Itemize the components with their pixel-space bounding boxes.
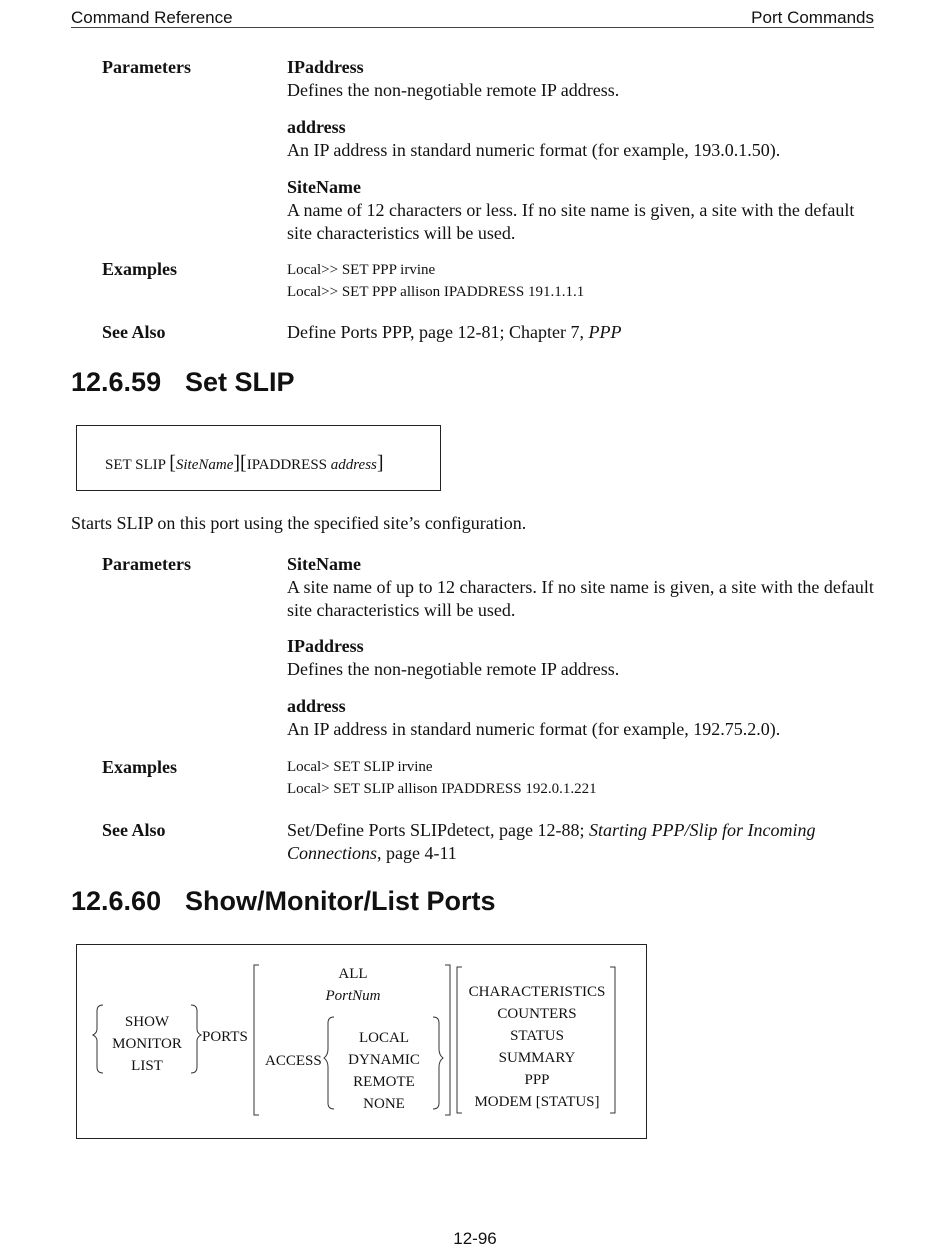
examples-label: Examples — [102, 757, 178, 777]
syntax-box-show-ports — [76, 944, 647, 1139]
param-term: address — [287, 696, 346, 716]
ppp-param-ipaddress — [287, 56, 877, 102]
running-header-right: Port Commands — [751, 8, 874, 27]
syntax-address: address — [330, 457, 377, 473]
see-also-label: See Also — [102, 322, 166, 342]
section-title: Set SLIP — [185, 367, 295, 397]
syntax-verb: LIST — [131, 1058, 163, 1074]
syntax-verb: SHOW — [124, 1014, 170, 1030]
param-term: SiteName — [287, 177, 361, 197]
syntax-access-option: REMOTE — [353, 1074, 415, 1090]
slip-param-sitename — [287, 553, 877, 622]
syntax-command: SET SLIP — [105, 457, 166, 473]
syntax-access-options — [335, 1027, 433, 1115]
syntax-option: PPP — [524, 1072, 550, 1088]
syntax-all: ALL — [338, 966, 368, 982]
examples-block — [287, 756, 597, 800]
example-line: Local>> SET PPP allison IPADDRESS 191.1.1.1 — [287, 284, 585, 300]
see-also-link: Starting PPP/Slip for Incoming Connections — [287, 820, 816, 863]
param-desc: Defines the non-negotiable remote IP address. — [287, 80, 620, 100]
syntax-access-keyword: ACCESS — [265, 1053, 322, 1069]
param-term: IPaddress — [287, 636, 364, 656]
see-also-text — [287, 321, 877, 344]
param-term: address — [287, 117, 346, 137]
syntax-sitename: SiteName — [175, 457, 234, 473]
running-header-left: Command Reference — [71, 8, 233, 27]
syntax-verbs — [99, 1011, 195, 1077]
param-desc: A site name of up to 12 characters. If no site name is given, a site with the default site characteristics will be used. — [287, 577, 874, 620]
syntax-options — [463, 981, 611, 1113]
parameters-label: Parameters — [102, 57, 191, 77]
syntax-option: COUNTERS — [497, 1006, 577, 1022]
syntax-portnum: PortNum — [325, 988, 381, 1004]
example-line: Local> SET SLIP allison IPADDRESS 192.0.1.221 — [287, 781, 597, 797]
syntax-box-set-slip — [76, 425, 441, 491]
param-desc: A name of 12 characters or less. If no site name is given, a site with the default site characteristics will be used. — [287, 200, 855, 243]
syntax-access-option: DYNAMIC — [348, 1052, 420, 1068]
parameters-label: Parameters — [102, 554, 191, 574]
param-desc: An IP address in standard numeric format (for example, 192.75.2.0). — [287, 719, 781, 739]
param-term: IPaddress — [287, 57, 364, 77]
section-heading-set-slip — [71, 367, 295, 398]
see-also-plain: Set/Define Ports SLIPdetect, page 12-88; — [287, 820, 589, 840]
set-slip-description: Starts SLIP on this port using the specified site’s configuration. — [71, 513, 527, 533]
syntax-line: SET SLIP [SiteName][IPADDRESS address] — [105, 452, 384, 474]
section-number: 12.6.60 — [71, 886, 162, 916]
param-desc: Defines the non-negotiable remote IP address. — [287, 659, 620, 679]
see-also-plain: , page 4-11 — [377, 843, 457, 863]
ppp-param-address — [287, 116, 877, 162]
example-line: Local> SET SLIP irvine — [287, 759, 433, 775]
syntax-option: MODEM [STATUS] — [474, 1094, 600, 1110]
section-heading-show-ports — [71, 886, 496, 917]
see-also-label: See Also — [102, 820, 166, 840]
slip-param-address — [287, 695, 877, 741]
param-desc: An IP address in standard numeric format (for example, 193.0.1.50). — [287, 140, 781, 160]
ppp-param-sitename — [287, 176, 877, 245]
see-also-text — [287, 819, 877, 865]
page-number: 12-96 — [453, 1229, 497, 1248]
slip-param-ipaddress — [287, 635, 877, 681]
param-term: SiteName — [287, 554, 361, 574]
example-line: Local>> SET PPP irvine — [287, 262, 436, 278]
syntax-option: SUMMARY — [498, 1050, 576, 1066]
syntax-option: STATUS — [510, 1028, 564, 1044]
section-number: 12.6.59 — [71, 367, 162, 397]
examples-block — [287, 259, 584, 303]
syntax-verb: MONITOR — [112, 1036, 182, 1052]
examples-label: Examples — [102, 259, 178, 279]
see-also-plain: Define Ports PPP, page 12-81; Chapter 7, — [287, 322, 589, 342]
syntax-option: CHARACTERISTICS — [468, 984, 606, 1000]
see-also-link: PPP — [588, 322, 622, 342]
syntax-ipaddress: IPADDRESS — [246, 457, 328, 473]
syntax-access-option: LOCAL — [359, 1030, 409, 1046]
syntax-ports-keyword: PORTS — [202, 1029, 248, 1045]
header-rule — [71, 27, 874, 28]
section-title: Show/Monitor/List Ports — [185, 886, 496, 916]
syntax-access-option: NONE — [363, 1096, 405, 1112]
